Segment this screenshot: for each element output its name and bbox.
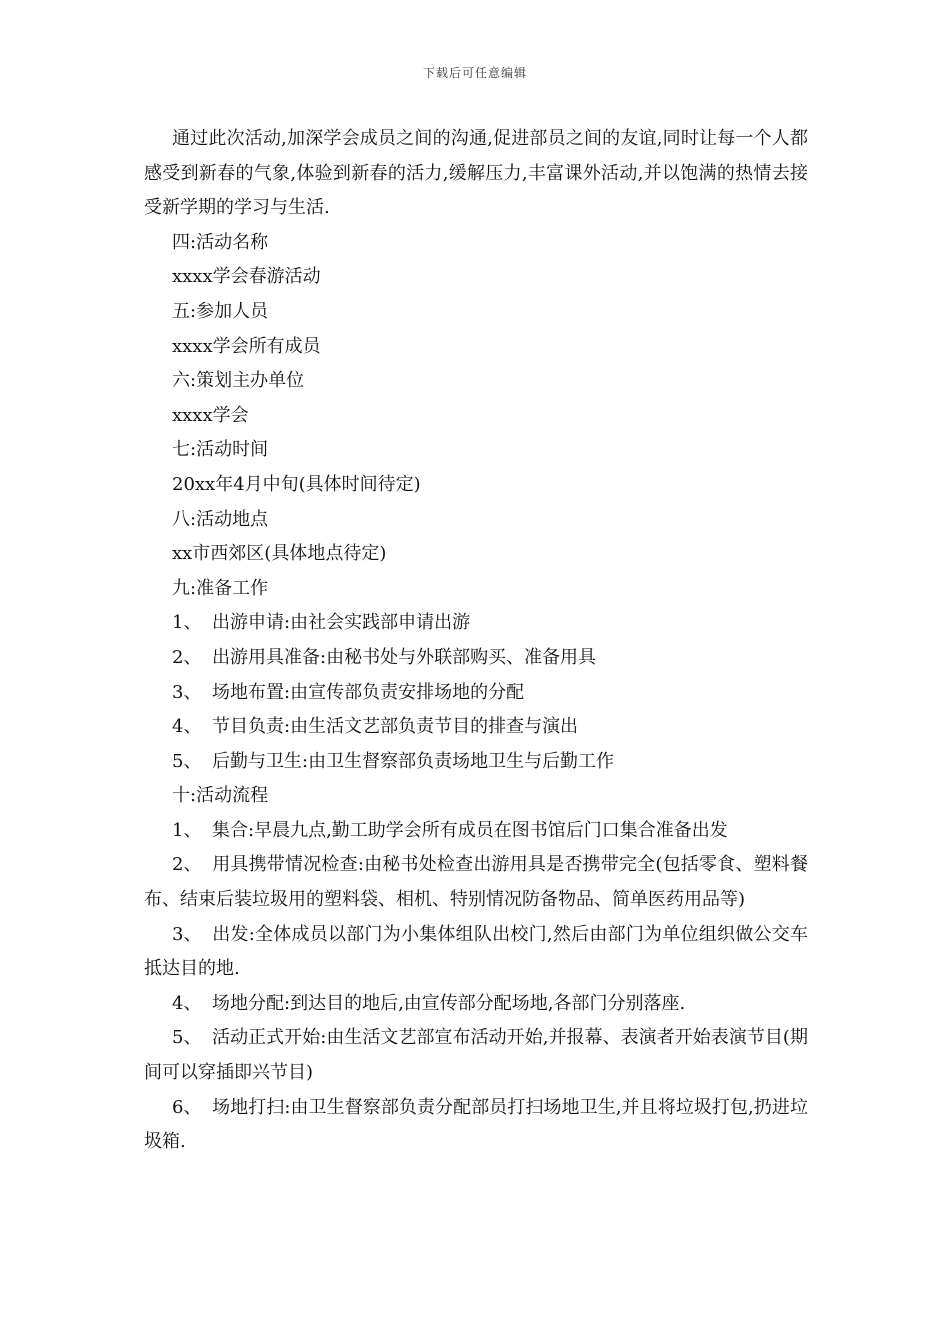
list-item xyxy=(144,1091,808,1160)
list-item-text: 用具携带情况检查:由秘书处检查出游用具是否携带完全(包括零食、塑料餐布、结束后装垃圾用的塑料袋、相机、特别情况防备物品、简单医药用品等) xyxy=(144,854,808,911)
page-header: 下载后可任意编辑 xyxy=(422,66,527,80)
list-item xyxy=(144,987,808,1022)
section-title-time: 七:活动时间 xyxy=(172,439,269,461)
list-item-number: 2、 xyxy=(172,646,202,668)
list-item-text: 集合:早晨九点,勤工助学会所有成员在图书馆后门口集合准备出发 xyxy=(212,819,728,841)
list-item-number: 4、 xyxy=(172,716,202,738)
list-item xyxy=(144,848,808,917)
list-item-text: 节目负责:由生活文艺部负责节目的排查与演出 xyxy=(212,716,579,738)
section-value-time: 20xx年4月中旬(具体时间待定) xyxy=(172,473,421,495)
list-item-text: 出游申请:由社会实践部申请出游 xyxy=(212,612,471,634)
section-title-participants: 五:参加人员 xyxy=(172,300,269,322)
section-value-activity-name: xxxx学会春游活动 xyxy=(172,266,321,288)
list-item xyxy=(144,814,808,849)
list-item xyxy=(144,710,808,745)
list-item-text: 场地分配:到达目的地后,由宣传部分配场地,各部门分别落座. xyxy=(212,992,686,1014)
list-item-text: 场地布置:由宣传部负责安排场地的分配 xyxy=(212,681,525,703)
list-item-number: 3、 xyxy=(172,923,202,945)
list-item-number: 5、 xyxy=(172,750,202,772)
section-title-organizer: 六:策划主办单位 xyxy=(172,370,305,392)
section-title-process: 十:活动流程 xyxy=(172,785,269,807)
section-title-preparation: 九:准备工作 xyxy=(172,577,269,599)
section-title-activity-name: 四:活动名称 xyxy=(172,231,269,253)
list-item-number: 4、 xyxy=(172,992,202,1014)
list-item-text: 出游用具准备:由秘书处与外联部购买、准备用具 xyxy=(212,646,597,668)
list-item xyxy=(144,918,808,987)
list-item xyxy=(144,676,808,711)
section-title-location: 八:活动地点 xyxy=(172,508,269,530)
list-item xyxy=(144,745,808,780)
list-item-number: 6、 xyxy=(172,1096,202,1118)
list-item-text: 后勤与卫生:由卫生督察部负责场地卫生与后勤工作 xyxy=(212,750,615,772)
list-item-text: 场地打扫:由卫生督察部负责分配部员打扫场地卫生,并且将垃圾打包,扔进垃圾箱. xyxy=(144,1096,808,1153)
list-item-number: 1、 xyxy=(172,819,202,841)
list-item-number: 3、 xyxy=(172,681,202,703)
list-item xyxy=(144,641,808,676)
section-value-organizer: xxxx学会 xyxy=(172,404,249,426)
list-item-number: 1、 xyxy=(172,612,202,634)
list-item-number: 5、 xyxy=(172,1027,202,1049)
intro-paragraph: 通过此次活动,加深学会成员之间的沟通,促进部员之间的友谊,同时让每一个人都感受到新春的气象,体验到新春的活力,缓解压力,丰富课外活动,并以饱满的热情去接受新学期的学习与生活. xyxy=(144,128,808,219)
list-item xyxy=(144,1021,808,1090)
list-item-text: 出发:全体成员以部门为小集体组队出校门,然后由部门为单位组织做公交车抵达目的地. xyxy=(144,923,808,980)
list-item-text: 活动正式开始:由生活文艺部宣布活动开始,并报幕、表演者开始表演节目(期间可以穿插即兴节目) xyxy=(144,1027,808,1084)
list-item-number: 2、 xyxy=(172,854,202,876)
document-body xyxy=(144,122,808,1160)
section-value-location: xx市西郊区(具体地点待定) xyxy=(172,543,387,565)
section-value-participants: xxxx学会所有成员 xyxy=(172,335,321,357)
list-item xyxy=(144,606,808,641)
